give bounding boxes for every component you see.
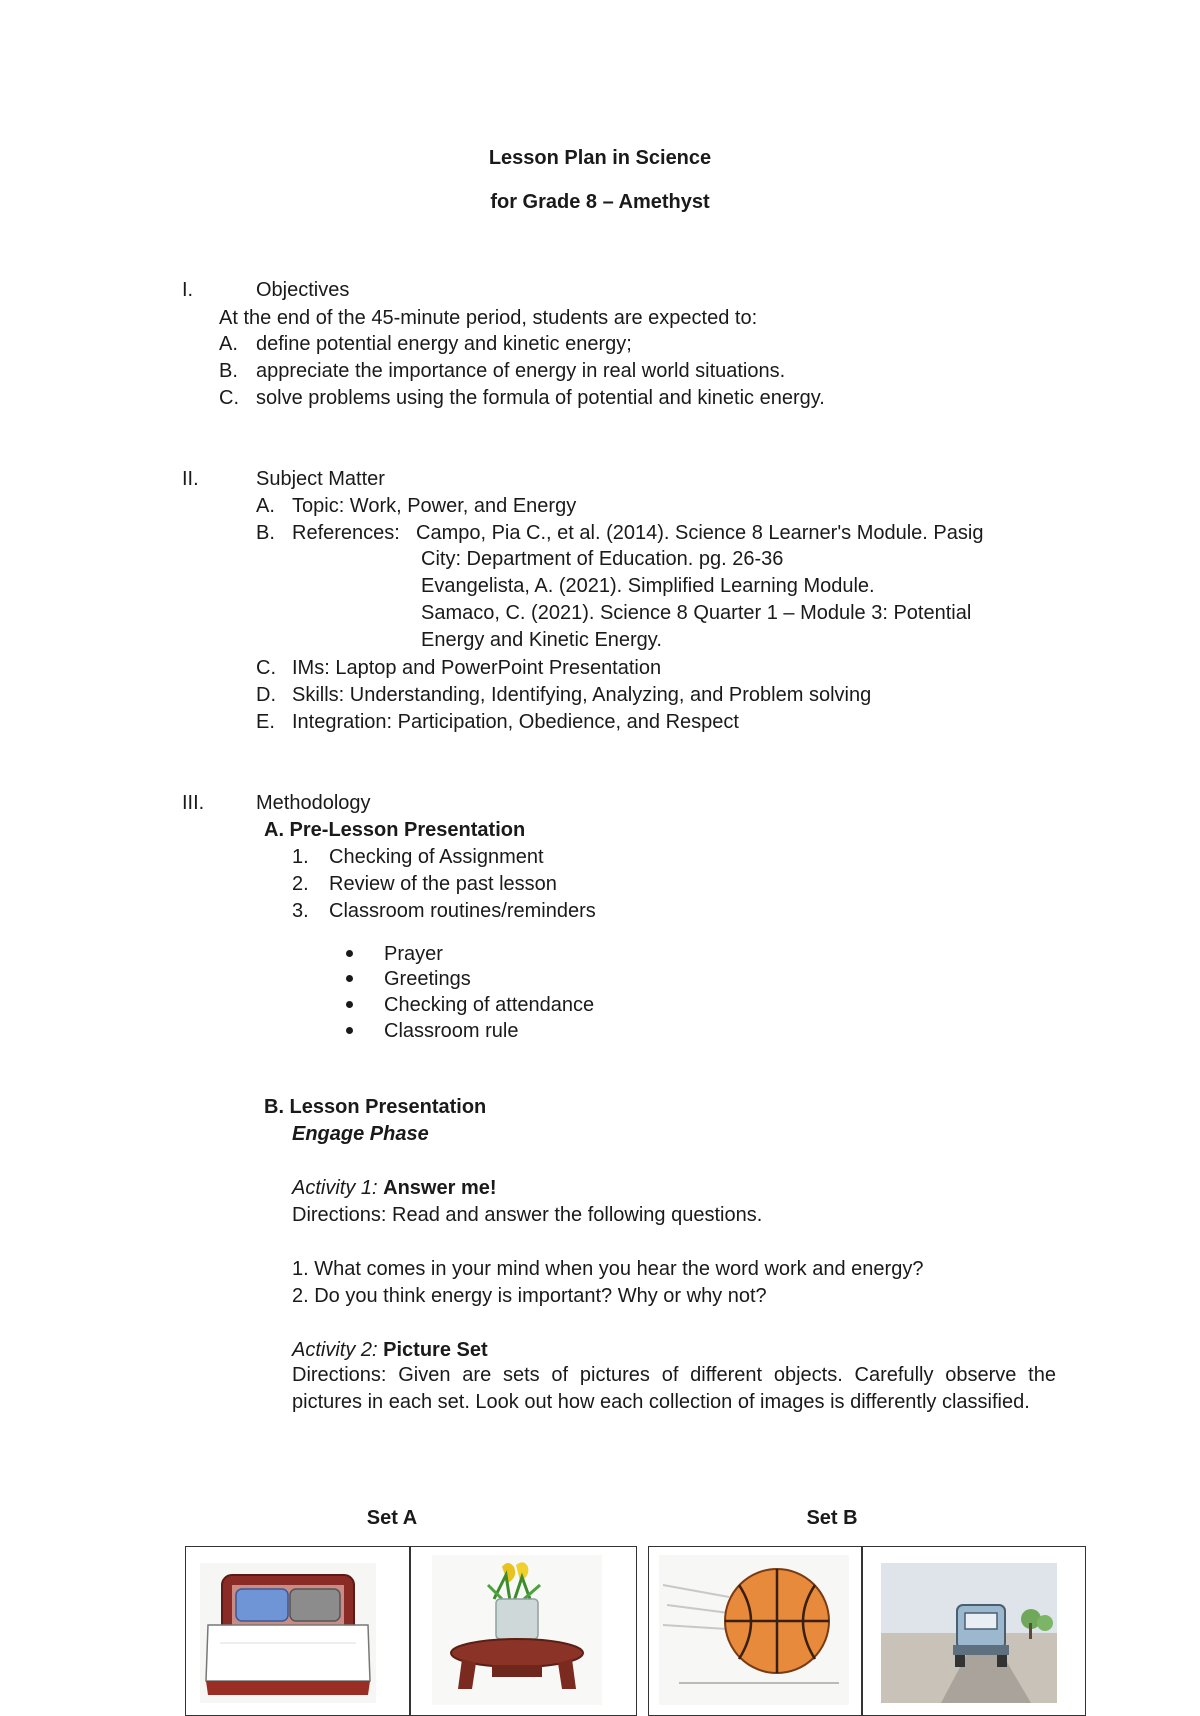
engage-phase-heading: Engage Phase [292, 1123, 429, 1145]
objective-text: solve problems using the formula of potential and kinetic energy. [256, 387, 825, 409]
activity-2-directions: Directions: Given are sets of pictures of different objects. Carefully observe the pictures in each set. Look out how each collection of images is differently classified. [292, 1364, 1056, 1413]
activity-1-name: Answer me! [383, 1177, 497, 1199]
bed-picture [200, 1563, 376, 1703]
step-number: 2. [292, 873, 309, 895]
subject-label: A. [256, 495, 275, 517]
set-b-table [648, 1546, 1086, 1716]
subject-topic: Topic: Work, Power, and Energy [292, 495, 577, 517]
subject-integration: Integration: Participation, Obedience, and Respect [292, 711, 739, 733]
set-a-table [185, 1546, 637, 1716]
page-title: Lesson Plan in Science [488, 147, 712, 169]
activity-1-heading [292, 1178, 497, 1198]
reference-line: Energy and Kinetic Energy. [421, 629, 662, 651]
routine-item: Prayer [384, 943, 443, 965]
section-1-heading: Objectives [256, 279, 350, 301]
references-lead: References: [292, 522, 400, 544]
section-1-number: I. [182, 279, 194, 301]
activity-1-label: Activity 1: [292, 1177, 378, 1199]
objectives-intro: At the end of the 45-minute period, students are expected to: [219, 307, 758, 329]
subject-ims: IMs: Laptop and PowerPoint Presentation [292, 657, 662, 679]
objective-label: C. [219, 387, 239, 409]
bullet-dot [346, 1027, 353, 1034]
question-item: 2. Do you think energy is important? Why or why not? [292, 1285, 767, 1307]
subject-skills: Skills: Understanding, Identifying, Analyzing, and Problem solving [292, 684, 872, 706]
pre-lesson-title: A. Pre-Lesson Presentation [264, 819, 526, 841]
objective-label: A. [219, 333, 238, 355]
activity-2-name: Picture Set [383, 1339, 488, 1361]
routine-item: Checking of attendance [384, 994, 595, 1016]
set-a-label: Set A [366, 1507, 418, 1529]
page-subtitle: for Grade 8 – Amethyst [490, 191, 710, 213]
reference-line: City: Department of Education. pg. 26-36 [421, 548, 784, 570]
table-divider [409, 1547, 411, 1715]
step-number: 3. [292, 900, 309, 922]
routine-item: Classroom rule [384, 1020, 519, 1042]
step-number: 1. [292, 846, 309, 868]
section-2-number: II. [182, 468, 199, 490]
bullet-dot [346, 975, 353, 982]
section-2-heading: Subject Matter [256, 468, 385, 490]
bullet-dot [346, 950, 353, 957]
activity-2-heading [292, 1340, 488, 1360]
subject-label: E. [256, 711, 275, 733]
objective-label: B. [219, 360, 238, 382]
table-divider [861, 1547, 863, 1715]
vase-table-picture [432, 1555, 602, 1705]
step-text: Classroom routines/reminders [329, 900, 596, 922]
reference-line: Samaco, C. (2021). Science 8 Quarter 1 – Module 3: Potential [421, 602, 972, 624]
question-item: 1. What comes in your mind when you hear the word work and energy? [292, 1258, 924, 1280]
objective-text: define potential energy and kinetic energy; [256, 333, 632, 355]
reference-line: Campo, Pia C., et al. (2014). Science 8 Learner's Module. Pasig [416, 522, 984, 544]
subject-label: D. [256, 684, 276, 706]
subject-label: C. [256, 657, 276, 679]
reference-line: Evangelista, A. (2021). Simplified Learning Module. [421, 575, 875, 597]
set-b-label: Set B [806, 1507, 858, 1529]
car-picture [881, 1563, 1057, 1703]
section-3-heading: Methodology [256, 792, 371, 814]
objective-text: appreciate the importance of energy in real world situations. [256, 360, 786, 382]
bullet-dot [346, 1001, 353, 1008]
step-text: Checking of Assignment [329, 846, 544, 868]
basketball-picture [659, 1555, 849, 1705]
section-3-number: III. [182, 792, 205, 814]
activity-1-directions: Directions: Read and answer the following questions. [292, 1204, 763, 1226]
step-text: Review of the past lesson [329, 873, 557, 895]
subject-label: B. [256, 522, 275, 544]
lesson-presentation-title: B. Lesson Presentation [264, 1096, 487, 1118]
activity-2-label: Activity 2: [292, 1339, 378, 1361]
routine-item: Greetings [384, 968, 471, 990]
